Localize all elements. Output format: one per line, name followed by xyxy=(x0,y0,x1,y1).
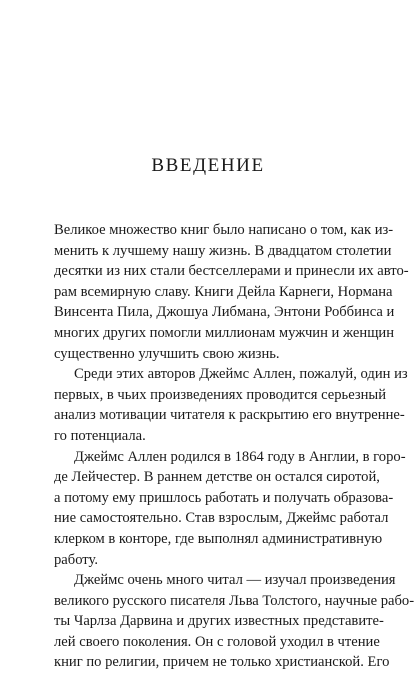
paragraph-4 xyxy=(54,570,415,673)
text-line: менить к лучшему нашу жизнь. В двадцатом столетии xyxy=(54,242,392,259)
text-line: а потому ему пришлось работать и получать образова- xyxy=(54,489,394,506)
chapter-heading: ВВЕДЕНИЕ xyxy=(151,155,265,176)
text-line: существенно улучшить свою жизнь. xyxy=(54,345,280,362)
text-line: анализ мотивации читателя к раскрытию его внутренне- xyxy=(54,407,405,424)
text-line: великого русского писателя Льва Толстого, научные рабо- xyxy=(54,592,415,609)
paragraph-3 xyxy=(54,447,406,571)
text-line: ние самостоятельно. Став взрослым, Джеймс работал xyxy=(54,510,389,527)
text-line: десятки из них стали бестселлерами и принесли их авто- xyxy=(54,263,409,280)
text-line: Среди этих авторов Джеймс Аллен, пожалуй, один из xyxy=(74,366,408,383)
paragraph-1 xyxy=(54,220,409,364)
text-line: многих других помогли миллионам мужчин и женщин xyxy=(54,324,395,341)
text-line: Джеймс очень много читал — изучал произведения xyxy=(74,572,396,589)
text-line: первых, в чьих произведениях проводится серьезный xyxy=(54,386,387,403)
text-line: работу. xyxy=(54,551,98,568)
text-line: го потенциала. xyxy=(54,427,146,444)
text-line: Великое множество книг было написано о том, как из- xyxy=(54,222,394,238)
body-text xyxy=(54,220,415,673)
text-line: рам всемирную славу. Книги Дейла Карнеги, Нормана xyxy=(54,283,393,300)
text-line: де Лейчестер. В раннем детстве он остался сиротой, xyxy=(54,469,380,486)
paragraph-2 xyxy=(54,364,408,446)
text-line: Винсента Пила, Джошуа Либмана, Энтони Роббинса и xyxy=(54,304,395,321)
text-line: клерком в конторе, где выполнял административную xyxy=(54,530,383,547)
text-line: ты Чарлза Дарвина и других известных представите- xyxy=(54,613,384,630)
text-line: книг по религии, причем не только христианской. Его xyxy=(54,654,390,671)
text-line: Джеймс Аллен родился в 1864 году в Англии, в горо- xyxy=(74,448,406,465)
text-line: лей своего поколения. Он с головой уходил в чтение xyxy=(54,633,380,650)
